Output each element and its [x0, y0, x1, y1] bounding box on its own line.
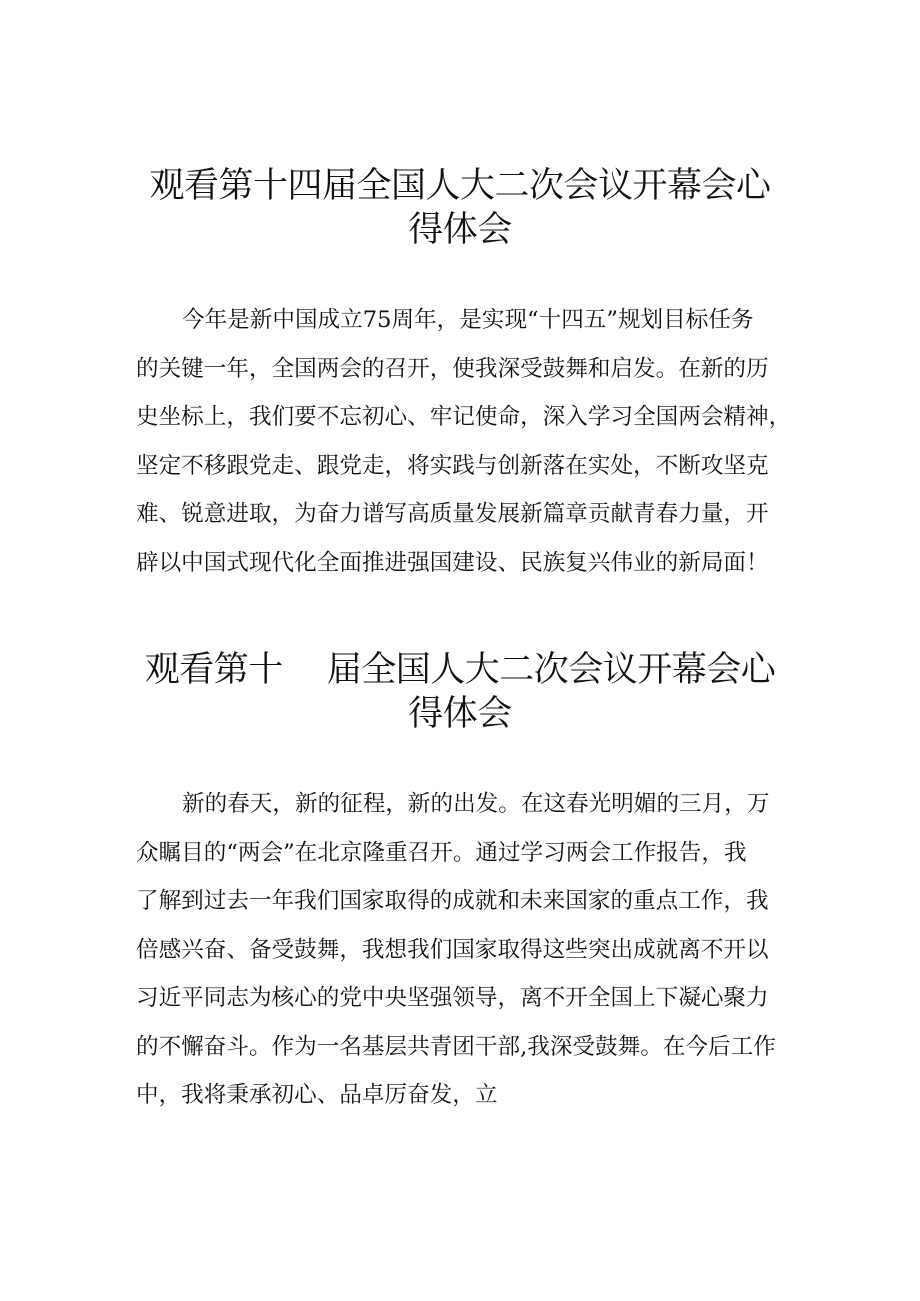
- section-1-body-line: [136, 296, 796, 345]
- section-2-body-line-3: 了解到过去一年我们国家取得的成就和未来国家的重点工作，我: [136, 888, 769, 914]
- section-2-body-line-6: 的不懈奋斗。作为一名基层共青团干部,我深受鼓舞。在今后工作: [136, 1033, 776, 1060]
- section-2-body-line-4: 倍感兴奋、备受鼓舞，我想我们国家取得这些突出成就离不开以: [136, 936, 769, 963]
- section-2-title-line-1: [0, 648, 920, 692]
- section-2-body-line-1: 新的春天，新的征程，新的出发。在这春光明媚的三月，万: [182, 791, 770, 817]
- section-1-body-line-3: 史坐标上，我们要不忘初心、牢记使命，深入学习全国两会精神，: [136, 404, 792, 430]
- section-1-title-line-1: 观看第十四届全国人大二次会议开幕会心: [149, 166, 771, 206]
- section-1-body-line-1: 今年是新中国成立75周年，是实现“十四五”规划目标任务: [182, 307, 754, 333]
- section-2-body-line-2: 众瞩目的“两会”在北京隆重召开。通过学习两会工作报告，我: [136, 839, 747, 866]
- section-2-body-line: [136, 780, 796, 829]
- section-2-body-line-5: 习近平同志为核心的党中央坚强领导，离不开全国上下凝心聚力: [136, 985, 769, 1011]
- section-1-title-line-2: 得体会: [408, 210, 512, 250]
- section-2-title-part-1: 观看第十: [144, 650, 283, 690]
- section-1-body-line-5: 难、锐意进取，为奋力谱写高质量发展新篇章贡献青春力量，开: [136, 501, 769, 527]
- section-2-title-line-2: 得体会: [408, 694, 512, 734]
- section-1-body-line-2: 的关键一年，全国两会的召开，使我深受鼓舞和启发。在新的历: [136, 355, 769, 382]
- section-2-body: [136, 780, 796, 1120]
- section-1-body-line-6: 辟以中国式现代化全面推进强国建设、民族复兴伟业的新局面！: [136, 549, 769, 576]
- section-1-body-line-4: 坚定不移跟党走、跟党走，将实践与创新落在实处，不断攻坚克: [136, 452, 769, 479]
- section-2-title-part-2: 届全国人大二次会议开幕会心: [326, 650, 776, 690]
- section-1-body: [136, 296, 796, 587]
- section-1-title: [0, 164, 920, 252]
- section-2-body-line-7: 中，我将秉承初心、品卓厉奋发，立: [136, 1082, 498, 1108]
- section-2-title: [0, 648, 920, 736]
